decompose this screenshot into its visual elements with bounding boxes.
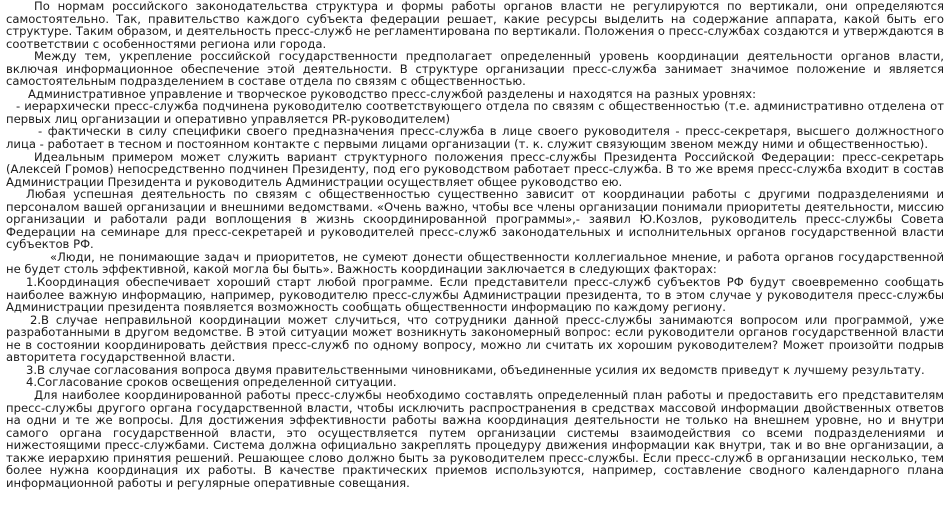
paragraph-regulation: По нормам российского законодательства структура и формы работы органов власти не регулируются по вертикали, они определяются самостоятельно. Так, правительство каждого субъекта федерации решает, какие ресурсы выделить на содержание аппарата, какой быть его структуре. Таким образом, и деятельность пресс-служб не регламентирована по вертикали. Положения о пресс-службах создаются и утверждаются в соответствии с особенностями региона или города. [6,0,944,51]
paragraph-coordination: Между тем, укрепление российской государственности предполагает определенный уровень координации деятельности органов власти, включая информационное обеспечение этой деятельности. В структуре организации пресс-служба занимает значимое положение и является самостоятельным подразделением в составе отдела по связям с общественностью. [6,49,944,89]
list-item-factor-2: 2.В случае неправильной координации может случиться, что сотрудники данной пресс-службы занимаются вопросом или программой, уже разработанными в другом ведомстве. В этой ситуации может возникнуть закономерный вопрос: если руководители органов государственной власти не в состоянии координировать действия пресс-служб по одному вопросу, можно ли считать их хорошим руководителем? Может произойти подрыв авторитета государственной власти. [6,312,944,365]
paragraph-president-example: Идеальным примером может служить вариант структурного положения пресс-службы Президента Российской Федерации: пресс-секретарь (Алексей Громов) непосредственно подчинен Президенту, под его руководством работает пресс-служба. В то же время пресс-служба входит в состав Администрации Президента и руководитель Администрации осуществляет общее руководство ею. [6,149,944,189]
paragraph-management-levels: Административное управление и творческое руководство пресс-службой разделены и находятся на разных уровнях: [28,86,756,101]
paragraph-successful-activity: Любая успешная деятельность по связям с общественностью существенно зависит от координации работы с другими подразделениями и персоналом вашей организации и внешними ведомствами. «Очень важно, чтобы все члены организации понимали приоритеты деятельности, миссию организации и работали ради воплощения в жизнь скоординированной программы»,- заявил Ю.Козлов, руководитель пресс-службы Совета Федерации на семинаре для пресс-секретарей и руководителей пресс-служб законодательных и исполнительных органов государственной власти субъектов РФ. [6,187,944,252]
paragraph-quote-priorities: «Люди, не понимающие задач и приоритетов, не сумеют донести общественности коллегиальное мнение, и работа органов государственной не будет столь эффективной, какой могла бы быть». Важность координации заключается в следующих факторах: [6,249,944,277]
paragraph-work-plan: Для наиболее координированной работы пресс-службы необходимо составлять определенный план работы и предоставить его представителям пресс-службы другого органа государственной власти, чтобы исключить распространения в средствах массовой информации двойственных ответов на одни и те же вопросы. Для достижения эффективности работы важна координация деятельности не только на внешнем уровне, но и внутри самого органа государственной власти, это осуществляется путем организации системы взаимодействия со всеми подразделениями и нижестоящими пресс-службами. Система должна официально закреплять процедуру движения информации как внутри, так и во вне организации, а также иерархию принятия решений. Решающее слово должно быть за руководителем пресс-службы. Если пресс-служб в организации несколько, тем более нужна координация их работы. В качестве практических приемов используются, например, составление сводного календарного плана информационной работы и регулярные оперативные совещания. [6,387,944,490]
list-item-factor-1: 1.Координация обеспечивает хороший старт любой программе. Если представители пресс-служб субъектов РФ будут своевременно сообщать наиболее важную информацию, например, руководителю пресс-службы Администрации президента, то в этом случае у руководителя пресс-службы Администрации президента появляется возможность сообщать общественности информацию по каждому региону. [6,275,944,315]
list-item-factor-3: 3.В случае согласования вопроса двумя правительственными чиновниками, объединенные усилия их ведомств приведут к лучшему результату. [26,362,925,377]
list-item-factor-4: 4.Согласование сроков освещения определенной ситуации. [26,375,397,390]
list-item-hierarchy: - иерархически пресс-служба подчинена руководителю соответствующего отдела по связям с общественностью (т.е. административно отделена от первых лиц организации и оперативно управляется PR-руководителем) [6,99,944,126]
list-item-factual: - фактически в силу специфики своего предназначения пресс-служба в лице своего руководителя - пресс-секретаря, высшего должностного лица - работает в тесном и постоянном контакте с первыми лицами организации (т. к. служит связующим звеном между ними и общественностью). [6,124,944,152]
article-body [6,0,944,489]
